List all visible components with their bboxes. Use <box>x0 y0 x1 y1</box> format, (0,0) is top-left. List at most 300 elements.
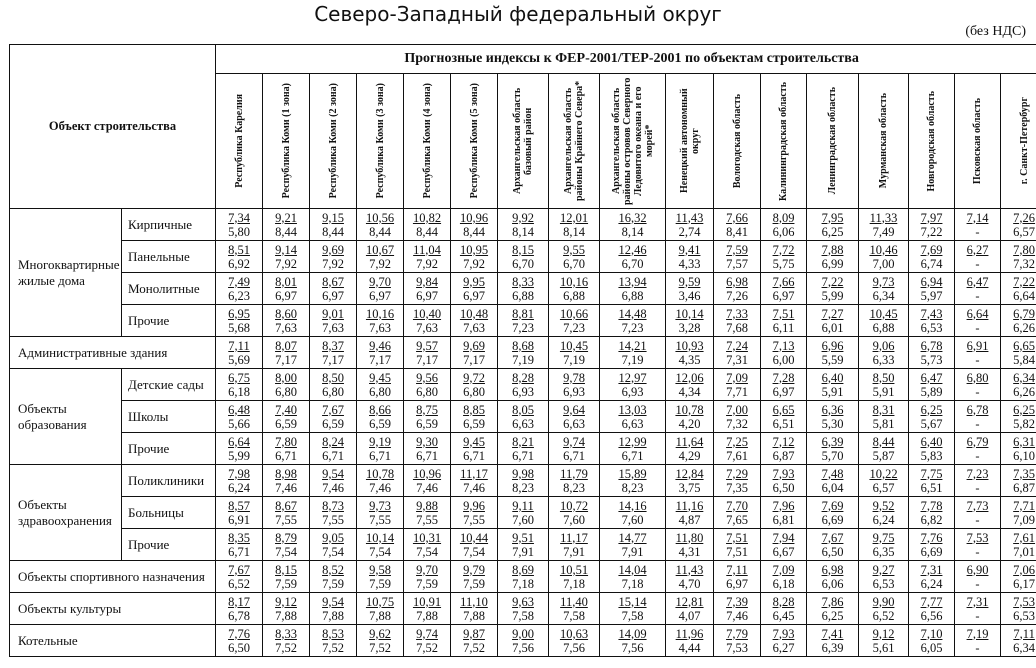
index-value-bottom: 5,91 <box>821 384 844 399</box>
column-header <box>714 74 761 209</box>
index-value-top: 7,53 <box>1013 594 1036 609</box>
value-cell <box>807 305 859 337</box>
index-value-bottom: 7,55 <box>369 512 391 527</box>
index-value-bottom: 7,88 <box>322 608 344 623</box>
index-value-top: 9,69 <box>322 242 344 257</box>
index-value-bottom: 5,70 <box>821 448 844 463</box>
value-cell <box>1001 561 1036 593</box>
index-value-bottom: 6,63 <box>563 416 585 431</box>
index-value-top: 7,49 <box>228 274 250 289</box>
index-value-bottom: 6,06 <box>772 224 795 239</box>
value-cell <box>714 305 761 337</box>
index-value-bottom: 8,14 <box>563 224 585 239</box>
index-value-bottom: 6,71 <box>322 448 344 463</box>
index-value-top: 6,96 <box>821 338 844 353</box>
index-value-bottom: 6,59 <box>322 416 344 431</box>
value-cell <box>909 209 955 241</box>
index-value-top: 9,75 <box>872 530 895 545</box>
index-value-bottom: 7,59 <box>416 576 438 591</box>
index-value-bottom: 6,87 <box>772 448 795 463</box>
value-cell <box>761 273 807 305</box>
index-value-bottom: 6,24 <box>228 480 250 495</box>
value-cell <box>600 529 666 561</box>
index-value-top: 7,86 <box>821 594 844 609</box>
index-value-bottom: 6,71 <box>512 448 534 463</box>
index-value-top: 8,07 <box>275 338 297 353</box>
value-cell <box>909 625 955 657</box>
value-cell <box>666 433 714 465</box>
index-value-bottom: 7,54 <box>463 544 485 559</box>
value-cell <box>451 497 498 529</box>
index-value-top: 9,59 <box>678 274 701 289</box>
value-cell <box>807 561 859 593</box>
index-value-bottom: 5,73 <box>920 352 943 367</box>
index-value-bottom: 6,51 <box>772 416 795 431</box>
index-value-top: 7,53 <box>966 530 989 545</box>
value-cell <box>761 465 807 497</box>
index-value-top: 7,13 <box>772 338 795 353</box>
index-value-bottom: 7,88 <box>416 608 438 623</box>
value-cell <box>955 465 1001 497</box>
index-value-top: 9,06 <box>872 338 895 353</box>
value-cell <box>859 561 909 593</box>
value-cell <box>451 369 498 401</box>
index-value-bottom: 7,52 <box>416 640 438 655</box>
object-header: Объект строительства <box>10 45 216 209</box>
index-value-top: 8,50 <box>872 370 895 385</box>
index-value-bottom: 6,63 <box>621 416 644 431</box>
index-value-bottom: 7,92 <box>275 256 297 271</box>
index-value-bottom: 7,52 <box>369 640 391 655</box>
index-value-bottom: 5,91 <box>872 384 895 399</box>
subrow-label: Школы <box>122 401 216 433</box>
index-value-bottom: 6,52 <box>228 576 250 591</box>
index-value-bottom: 6,23 <box>228 288 250 303</box>
value-cell <box>666 625 714 657</box>
index-value-top: 10,44 <box>459 530 489 545</box>
value-cell <box>666 209 714 241</box>
index-value-top: 10,93 <box>675 338 704 353</box>
value-cell <box>909 337 955 369</box>
index-value-top: 10,48 <box>459 306 489 321</box>
index-value-top: 9,74 <box>563 434 585 449</box>
index-value-top: 8,98 <box>275 466 297 481</box>
index-value-bottom: 6,71 <box>228 544 250 559</box>
index-value-bottom: 7,59 <box>369 576 391 591</box>
index-value-top: 10,95 <box>459 242 489 257</box>
index-value-bottom: 6,59 <box>275 416 297 431</box>
index-value-bottom: 6,18 <box>772 576 795 591</box>
value-cell <box>955 241 1001 273</box>
index-value-top: 7,48 <box>821 466 844 481</box>
value-cell <box>310 273 357 305</box>
index-value-top: 10,82 <box>412 210 442 225</box>
index-value-top: 8,50 <box>322 370 344 385</box>
index-value-top: 7,29 <box>726 466 748 481</box>
index-value-top: 6,64 <box>228 434 250 449</box>
value-cell <box>666 497 714 529</box>
index-value-top: 7,11 <box>228 338 250 353</box>
value-cell <box>955 369 1001 401</box>
index-value-top: 6,47 <box>920 370 943 385</box>
index-value-top: 11,79 <box>560 466 588 481</box>
value-cell <box>498 561 549 593</box>
value-cell <box>451 529 498 561</box>
value-cell <box>216 497 263 529</box>
index-value-bottom: 6,24 <box>872 512 895 527</box>
index-value-top: 10,14 <box>365 530 395 545</box>
index-value-top: 10,22 <box>869 466 898 481</box>
index-value-bottom: 7,91 <box>512 544 534 559</box>
index-value-top: 14,77 <box>618 530 647 545</box>
index-value-bottom: 5,80 <box>228 224 250 239</box>
index-value-bottom: 6,80 <box>322 384 344 399</box>
table-row <box>10 241 1036 273</box>
index-value-bottom: 6,71 <box>621 448 644 463</box>
index-value-bottom: 6,27 <box>772 640 795 655</box>
index-value-bottom: 7,63 <box>416 320 438 335</box>
value-cell <box>909 241 955 273</box>
index-value-top: 11,96 <box>675 626 704 641</box>
index-value-bottom: 7,58 <box>563 608 585 623</box>
index-value-bottom: 5,30 <box>821 416 844 431</box>
index-value-top: 7,96 <box>772 498 795 513</box>
value-cell <box>761 401 807 433</box>
index-value-bottom: 4,07 <box>678 608 701 623</box>
value-cell <box>666 305 714 337</box>
column-header-label: Республика Коми (5 зона) <box>468 83 480 199</box>
index-value-top: 7,97 <box>920 210 943 225</box>
index-value-bottom: 7,54 <box>322 544 344 559</box>
index-value-top: 8,17 <box>228 594 250 609</box>
index-value-bottom: 3,75 <box>678 480 701 495</box>
value-cell <box>761 433 807 465</box>
index-value-top: 9,78 <box>563 370 585 385</box>
index-value-top: 7,61 <box>1013 530 1036 545</box>
column-header <box>909 74 955 209</box>
index-value-bottom: 7,91 <box>563 544 585 559</box>
value-cell <box>263 273 310 305</box>
index-value-top: 8,05 <box>512 402 534 417</box>
index-value-top: 10,40 <box>412 306 442 321</box>
value-cell <box>216 593 263 625</box>
index-value-top: 6,39 <box>821 434 844 449</box>
column-header-label: г. Санкт-Петербург <box>1018 97 1030 185</box>
value-cell <box>451 209 498 241</box>
index-value-bottom: 6,57 <box>1013 224 1036 239</box>
index-value-top: 7,88 <box>821 242 844 257</box>
index-value-bottom: 7,53 <box>726 640 748 655</box>
index-value-bottom: 8,23 <box>512 480 534 495</box>
index-value-top: 9,57 <box>416 338 438 353</box>
value-cell <box>666 273 714 305</box>
index-value-bottom: - <box>975 288 980 303</box>
index-value-bottom: 6,93 <box>563 384 585 399</box>
value-cell <box>310 433 357 465</box>
value-cell <box>216 369 263 401</box>
column-header <box>451 74 498 209</box>
column-header-label: Архангельская область районы островов Северного Ледовитого океана и его морей* <box>610 77 655 205</box>
index-value-top: 13,03 <box>618 402 647 417</box>
index-value-bottom: 6,11 <box>772 320 795 335</box>
value-cell <box>666 465 714 497</box>
value-cell <box>357 593 404 625</box>
table-row <box>10 305 1036 337</box>
index-value-bottom: 4,31 <box>678 544 701 559</box>
index-value-bottom: 7,46 <box>463 480 485 495</box>
index-value-top: 7,23 <box>966 466 989 481</box>
index-value-top: 7,67 <box>821 530 844 545</box>
index-value-top: 7,10 <box>920 626 943 641</box>
value-cell <box>955 401 1001 433</box>
value-cell <box>909 465 955 497</box>
value-cell <box>955 561 1001 593</box>
value-cell <box>357 465 404 497</box>
subrow-label: Прочие <box>122 305 216 337</box>
index-value-top: 10,72 <box>559 498 589 513</box>
index-value-top: 9,74 <box>416 626 438 641</box>
index-value-top: 11,10 <box>460 594 488 609</box>
value-cell <box>859 433 909 465</box>
index-value-bottom: 7,54 <box>369 544 391 559</box>
index-value-bottom: 7,55 <box>416 512 438 527</box>
index-value-top: 7,35 <box>1013 466 1036 481</box>
value-cell <box>216 433 263 465</box>
index-value-bottom: 7,09 <box>1013 512 1036 527</box>
index-value-bottom: 4,44 <box>678 640 701 655</box>
index-value-bottom: 6,17 <box>1013 576 1036 591</box>
index-value-top: 7,78 <box>920 498 943 513</box>
index-value-bottom: 6,93 <box>512 384 534 399</box>
index-value-top: 12,81 <box>675 594 704 609</box>
value-cell <box>1001 593 1036 625</box>
subrow-label: Кирпичные <box>122 209 216 241</box>
table-main-header: Прогнозные индексы к ФЕР-2001/ТЕР-2001 по объектам строительства <box>216 45 1036 74</box>
column-header <box>807 74 859 209</box>
index-value-top: 16,32 <box>618 210 647 225</box>
index-value-bottom: 6,88 <box>563 288 585 303</box>
value-cell <box>761 625 807 657</box>
index-value-bottom: 7,17 <box>463 352 485 367</box>
index-value-top: 7,71 <box>1013 498 1036 513</box>
value-cell <box>216 241 263 273</box>
index-value-bottom: 8,23 <box>621 480 644 495</box>
index-value-bottom: 7,60 <box>621 512 644 527</box>
index-value-top: 8,21 <box>512 434 534 449</box>
index-value-top: 7,93 <box>772 626 795 641</box>
index-value-top: 6,48 <box>228 402 250 417</box>
index-value-bottom: 7,71 <box>726 384 748 399</box>
index-value-bottom: 6,81 <box>772 512 795 527</box>
index-value-top: 9,72 <box>463 370 485 385</box>
index-value-bottom: 7,52 <box>463 640 485 655</box>
index-value-top: 9,58 <box>369 562 391 577</box>
value-cell <box>216 273 263 305</box>
index-value-top: 8,66 <box>369 402 391 417</box>
index-value-bottom: 6,67 <box>772 544 795 559</box>
value-cell <box>1001 497 1036 529</box>
index-value-bottom: 6,25 <box>821 608 844 623</box>
index-value-top: 8,15 <box>512 242 534 257</box>
index-value-top: 7,93 <box>772 466 795 481</box>
value-cell <box>1001 401 1036 433</box>
value-cell <box>600 497 666 529</box>
value-cell <box>498 465 549 497</box>
value-cell <box>451 241 498 273</box>
index-value-top: 14,21 <box>618 338 647 353</box>
table-row <box>10 529 1036 561</box>
index-value-top: 8,28 <box>772 594 795 609</box>
index-value-bottom: 6,53 <box>920 320 943 335</box>
value-cell <box>404 593 451 625</box>
index-value-top: 6,25 <box>920 402 943 417</box>
index-value-bottom: - <box>975 224 980 239</box>
value-cell <box>859 305 909 337</box>
value-cell <box>714 337 761 369</box>
value-cell <box>1001 369 1036 401</box>
index-value-bottom: 6,80 <box>416 384 438 399</box>
group-label: Многоквартирные жилые дома <box>10 209 122 337</box>
value-cell <box>498 529 549 561</box>
index-value-bottom: 7,88 <box>463 608 485 623</box>
index-value-top: 12,97 <box>618 370 647 385</box>
index-value-top: 6,78 <box>920 338 943 353</box>
table-row <box>10 625 1036 657</box>
index-value-top: 9,11 <box>512 498 534 513</box>
index-value-bottom: - <box>975 320 980 335</box>
column-header-label: Новгородская область <box>926 90 937 192</box>
index-value-bottom: 6,82 <box>920 512 943 527</box>
index-value-bottom: 5,87 <box>872 448 895 463</box>
index-value-top: 7,09 <box>726 370 748 385</box>
index-value-bottom: 6,33 <box>872 352 895 367</box>
value-cell <box>310 561 357 593</box>
column-header <box>1001 74 1036 209</box>
index-value-bottom: 8,44 <box>322 224 344 239</box>
table-row <box>10 465 1036 497</box>
index-value-top: 7,11 <box>726 562 748 577</box>
value-cell <box>404 561 451 593</box>
index-value-top: 7,66 <box>726 210 748 225</box>
value-cell <box>549 401 600 433</box>
value-cell <box>357 209 404 241</box>
value-cell <box>549 369 600 401</box>
index-value-top: 6,95 <box>228 306 250 321</box>
value-cell <box>859 529 909 561</box>
table-row <box>10 497 1036 529</box>
value-cell <box>955 305 1001 337</box>
index-value-top: 15,89 <box>618 466 647 481</box>
value-cell <box>600 593 666 625</box>
index-value-top: 6,91 <box>966 338 989 353</box>
value-cell <box>357 529 404 561</box>
value-cell <box>761 529 807 561</box>
value-cell <box>310 497 357 529</box>
index-value-top: 9,70 <box>369 274 391 289</box>
value-cell <box>310 625 357 657</box>
value-cell <box>357 497 404 529</box>
index-value-bottom: 8,23 <box>563 480 585 495</box>
index-value-top: 7,40 <box>275 402 297 417</box>
index-value-top: 7,22 <box>1013 274 1036 289</box>
index-value-top: 8,24 <box>322 434 344 449</box>
value-cell <box>404 497 451 529</box>
index-value-top: 9,12 <box>275 594 297 609</box>
index-value-bottom: 5,59 <box>821 352 844 367</box>
value-cell <box>263 305 310 337</box>
index-value-bottom: 7,88 <box>369 608 391 623</box>
index-value-top: 14,09 <box>618 626 647 641</box>
index-value-bottom: 7,32 <box>1013 256 1036 271</box>
value-cell <box>310 209 357 241</box>
index-value-bottom: 6,24 <box>920 576 943 591</box>
index-value-top: 10,45 <box>869 306 898 321</box>
value-cell <box>807 241 859 273</box>
table-row <box>10 273 1036 305</box>
value-cell <box>1001 209 1036 241</box>
column-header-label: Республика Коми (1 зона) <box>280 83 292 199</box>
value-cell <box>310 369 357 401</box>
index-value-top: 6,65 <box>772 402 795 417</box>
index-value-bottom: 6,97 <box>322 288 344 303</box>
value-cell <box>600 465 666 497</box>
index-value-top: 8,73 <box>322 498 344 513</box>
value-cell <box>909 433 955 465</box>
index-value-bottom: 6,56 <box>920 608 943 623</box>
index-value-top: 9,88 <box>416 498 438 513</box>
column-header-label: Архангельская область районы Крайнего Севера* <box>563 80 585 202</box>
value-cell <box>761 497 807 529</box>
index-value-top: 6,27 <box>966 242 989 257</box>
subrow-label: Панельные <box>122 241 216 273</box>
index-value-top: 7,33 <box>726 306 748 321</box>
value-cell <box>549 209 600 241</box>
table-row <box>10 369 1036 401</box>
index-value-top: 7,77 <box>920 594 943 609</box>
value-cell <box>549 433 600 465</box>
value-cell <box>1001 241 1036 273</box>
index-value-top: 7,95 <box>821 210 844 225</box>
index-value-top: 9,69 <box>463 338 485 353</box>
value-cell <box>357 337 404 369</box>
subrow-label: Прочие <box>122 529 216 561</box>
index-value-bottom: 7,18 <box>512 576 534 591</box>
index-value-bottom: 6,25 <box>821 224 844 239</box>
index-value-top: 8,75 <box>416 402 438 417</box>
value-cell <box>955 593 1001 625</box>
index-value-bottom: 7,17 <box>416 352 438 367</box>
index-value-top: 9,52 <box>872 498 895 513</box>
index-value-bottom: 6,10 <box>1013 448 1036 463</box>
index-value-bottom: 5,82 <box>1013 416 1036 431</box>
index-value-bottom: 6,97 <box>463 288 485 303</box>
index-table <box>9 44 1036 657</box>
column-header <box>955 74 1001 209</box>
value-cell <box>909 529 955 561</box>
value-cell <box>859 465 909 497</box>
index-value-bottom: 7,92 <box>416 256 438 271</box>
index-value-bottom: 6,05 <box>920 640 943 655</box>
index-value-top: 9,51 <box>512 530 534 545</box>
index-value-top: 9,05 <box>322 530 344 545</box>
index-value-bottom: 7,46 <box>726 608 748 623</box>
index-value-bottom: 8,44 <box>463 224 485 239</box>
value-cell <box>404 209 451 241</box>
value-cell <box>216 337 263 369</box>
index-value-bottom: - <box>975 640 980 655</box>
value-cell <box>498 401 549 433</box>
index-value-bottom: 6,35 <box>872 544 895 559</box>
